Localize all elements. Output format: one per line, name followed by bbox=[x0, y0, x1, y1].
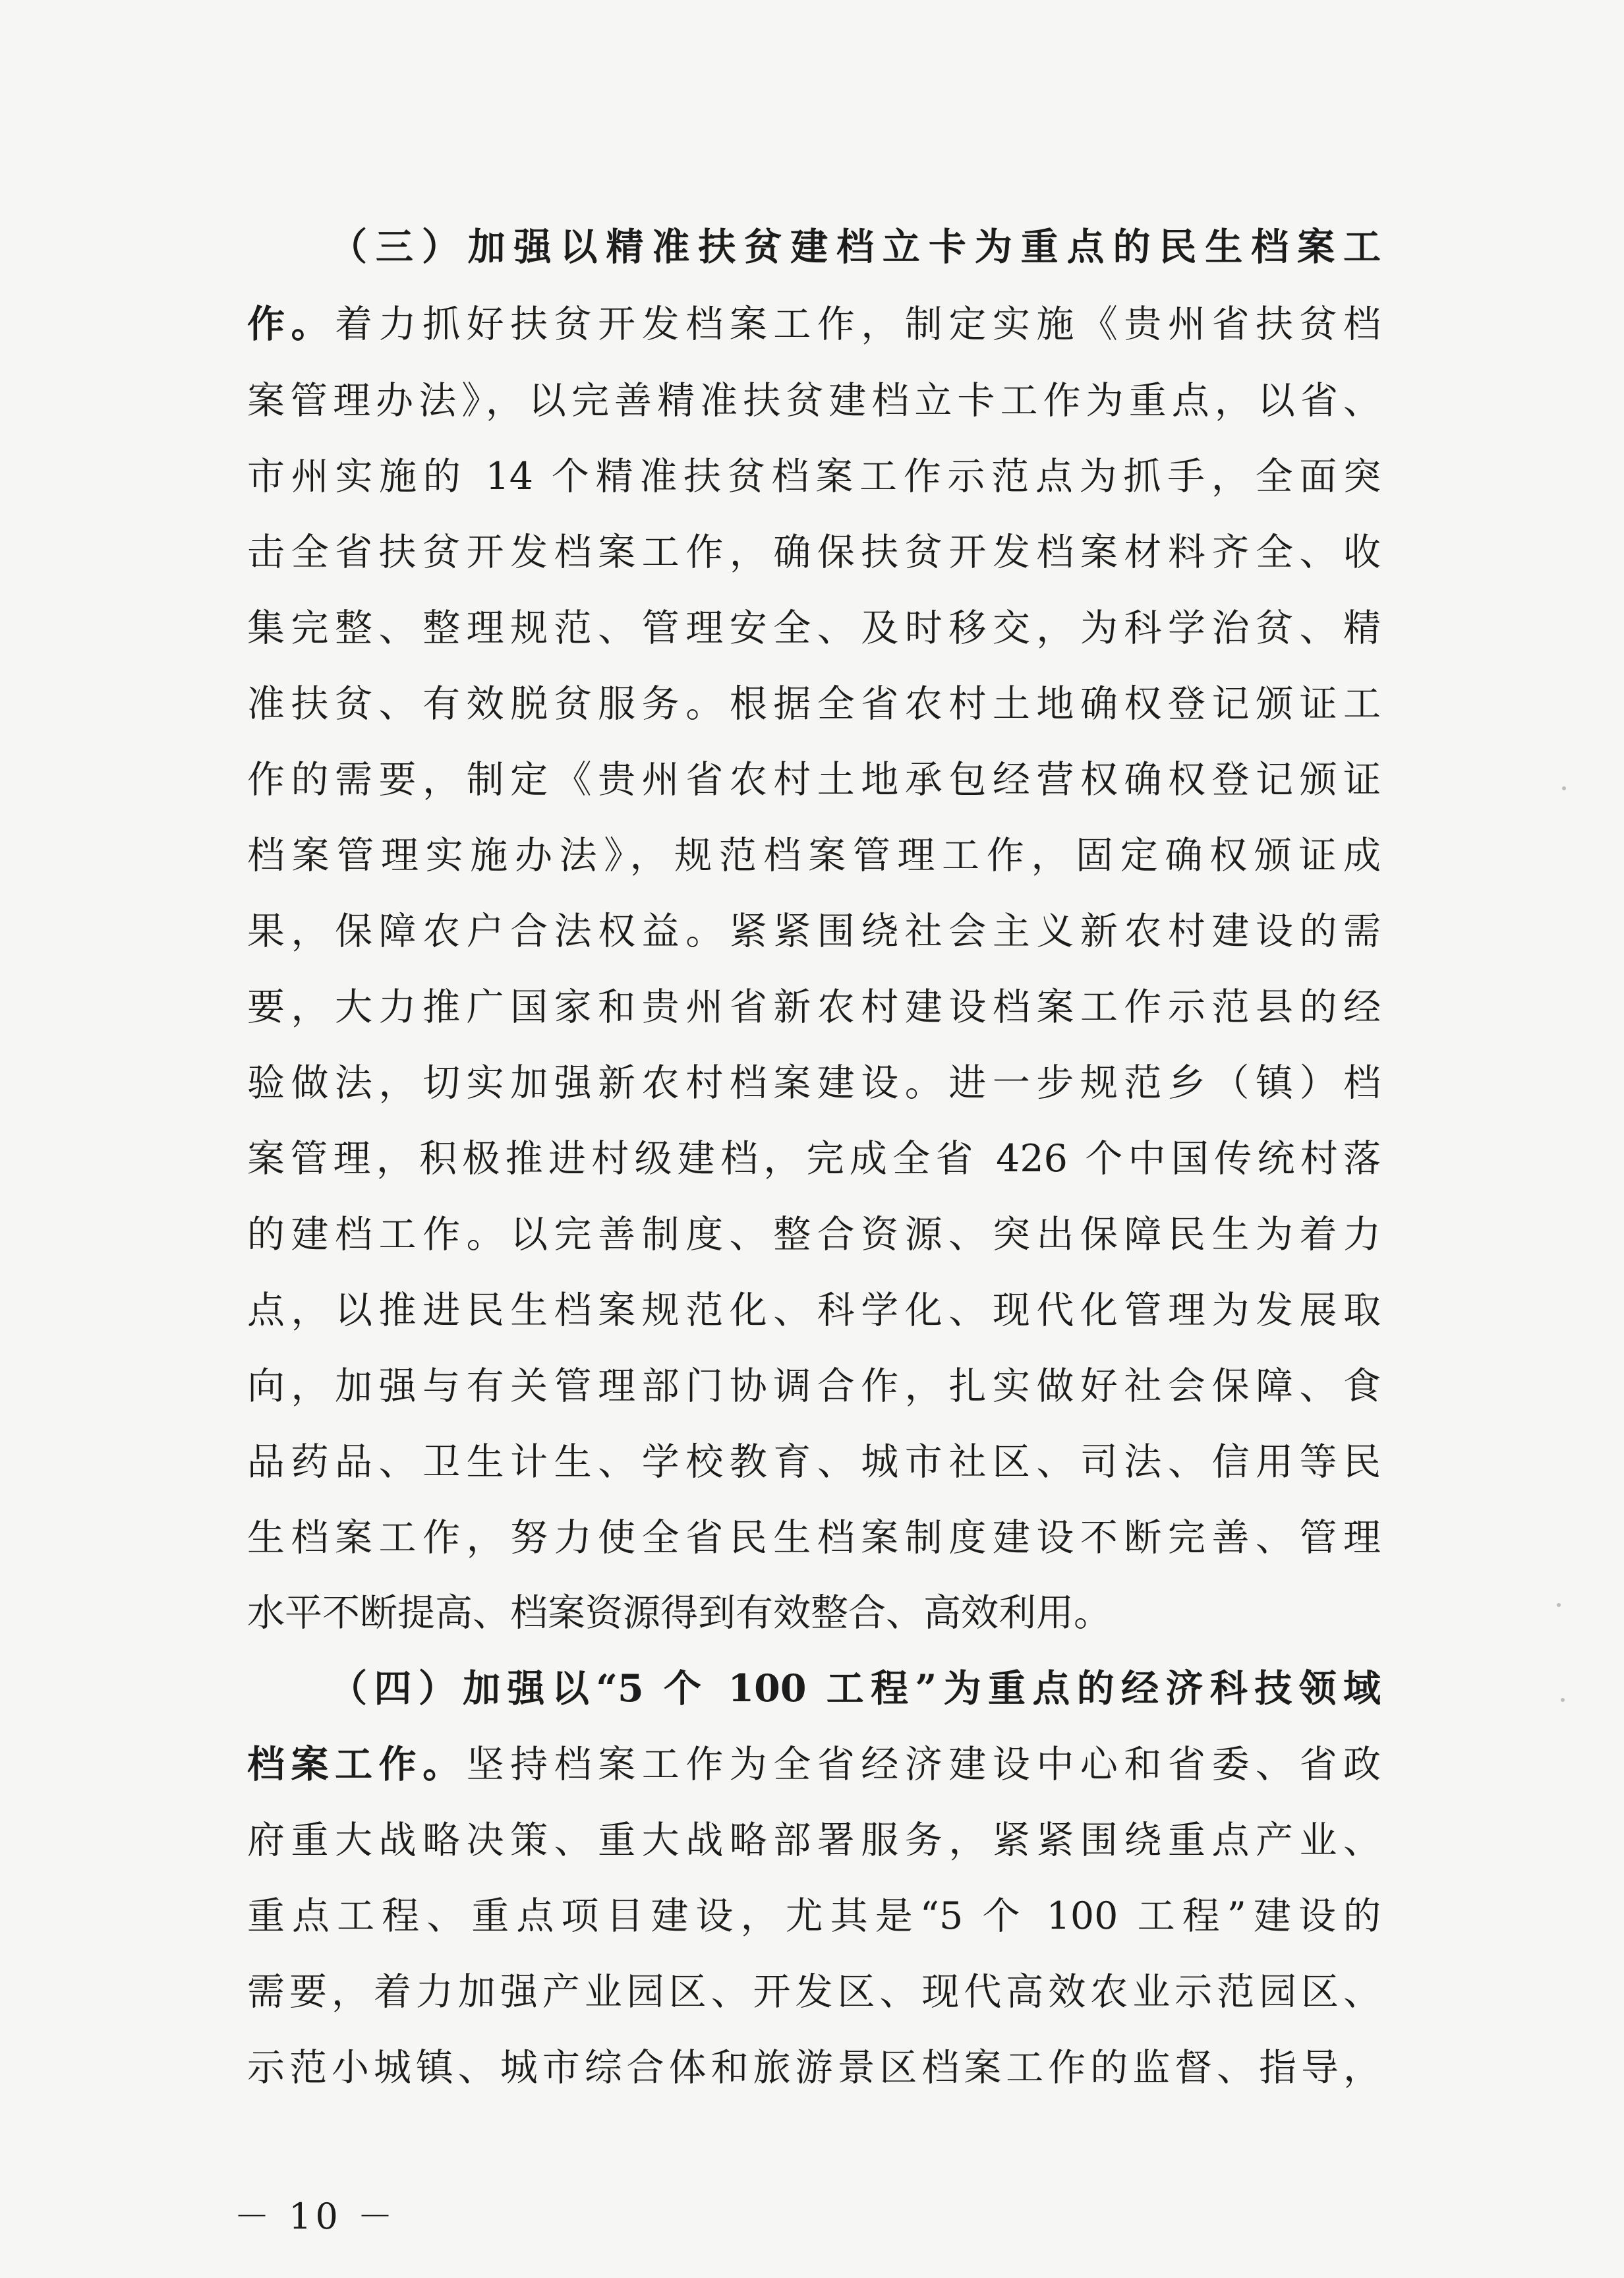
section-4-line-1-text: 坚持档案工作为全省经济建设中心和省委、省政 bbox=[466, 1743, 1381, 1786]
paragraph-line: 向，加强与有关管理部门协调合作，扎实做好社会保障、食 bbox=[247, 1364, 1381, 1408]
paragraph-line: 作的需要，制定《贵州省农村土地承包经营权确权登记颁证 bbox=[247, 758, 1381, 802]
paragraph-line: 点，以推进民生档案规范化、科学化、现代化管理为发展取 bbox=[247, 1289, 1381, 1332]
paragraph-line: 验做法，切实加强新农村档案建设。进一步规范乡（镇）档 bbox=[247, 1061, 1381, 1105]
paragraph-line: 市州实施的 14 个精准扶贫档案工作示范点为抓手，全面突 bbox=[247, 455, 1381, 498]
paragraph-line: 击全省扶贫开发档案工作，确保扶贫开发档案材料齐全、收 bbox=[247, 531, 1381, 574]
paragraph-line: 集完整、整理规范、管理安全、及时移交，为科学治贫、精 bbox=[247, 606, 1381, 650]
scan-speck bbox=[1561, 1698, 1565, 1702]
paragraph-line: 案管理，积极推进村级建档，完成全省 426 个中国传统村落 bbox=[247, 1137, 1381, 1181]
paragraph-line: 的建档工作。以完善制度、整合资源、突出保障民生为着力 bbox=[247, 1213, 1381, 1256]
section-3-heading-tail: 作。 bbox=[247, 302, 335, 346]
scan-speck bbox=[1562, 786, 1566, 790]
paragraph-line: 案管理办法》，以完善精准扶贫建档立卡工作为重点，以省、 bbox=[247, 379, 1381, 423]
paragraph-line: 府重大战略决策、重大战略部署服务，紧紧围绕重点产业、 bbox=[247, 1819, 1381, 1862]
paragraph-line: 档案管理实施办法》，规范档案管理工作，固定确权颁证成 bbox=[247, 834, 1381, 877]
section-4-heading-tail: 档案工作。 bbox=[247, 1742, 467, 1786]
paragraph-line: 需要，着力加强产业园区、开发区、现代高效农业示范园区、 bbox=[247, 1970, 1381, 2014]
paragraph-line: 生档案工作，努力使全省民生档案制度建设不断完善、管理 bbox=[247, 1516, 1381, 1560]
paragraph-line: 品药品、卫生计生、学校教育、城市社区、司法、信用等民 bbox=[247, 1440, 1381, 1484]
section-3-line-1 bbox=[247, 298, 1381, 351]
page-number: － 10 － bbox=[234, 2196, 397, 2237]
paragraph-line: 示范小城镇、城市综合体和旅游景区档案工作的监督、指导， bbox=[247, 2046, 1381, 2089]
section-3-line-1-text: 着力抓好扶贫开发档案工作，制定实施《贵州省扶贫档 bbox=[335, 303, 1381, 346]
section-4-heading: （四）加强以“5 个 100 工程”为重点的经济科技领域 bbox=[330, 1666, 1381, 1710]
paragraph-line: 准扶贫、有效脱贫服务。根据全省农村土地确权登记颁证工 bbox=[247, 682, 1381, 726]
paragraph-line: 果，保障农户合法权益。紧紧围绕社会主义新农村建设的需 bbox=[247, 910, 1381, 953]
section-3-heading: （三）加强以精准扶贫建档立卡为重点的民生档案工 bbox=[330, 225, 1381, 269]
paragraph-line: 重点工程、重点项目建设，尤其是“5 个 100 工程”建设的 bbox=[247, 1894, 1381, 1938]
section-4-line-1 bbox=[247, 1738, 1381, 1791]
paragraph-last-line: 水平不断提高、档案资源得到有效整合、高效利用。 bbox=[247, 1591, 1111, 1635]
paragraph-line: 要，大力推广国家和贵州省新农村建设档案工作示范县的经 bbox=[247, 985, 1381, 1029]
scan-speck bbox=[1557, 1603, 1561, 1607]
